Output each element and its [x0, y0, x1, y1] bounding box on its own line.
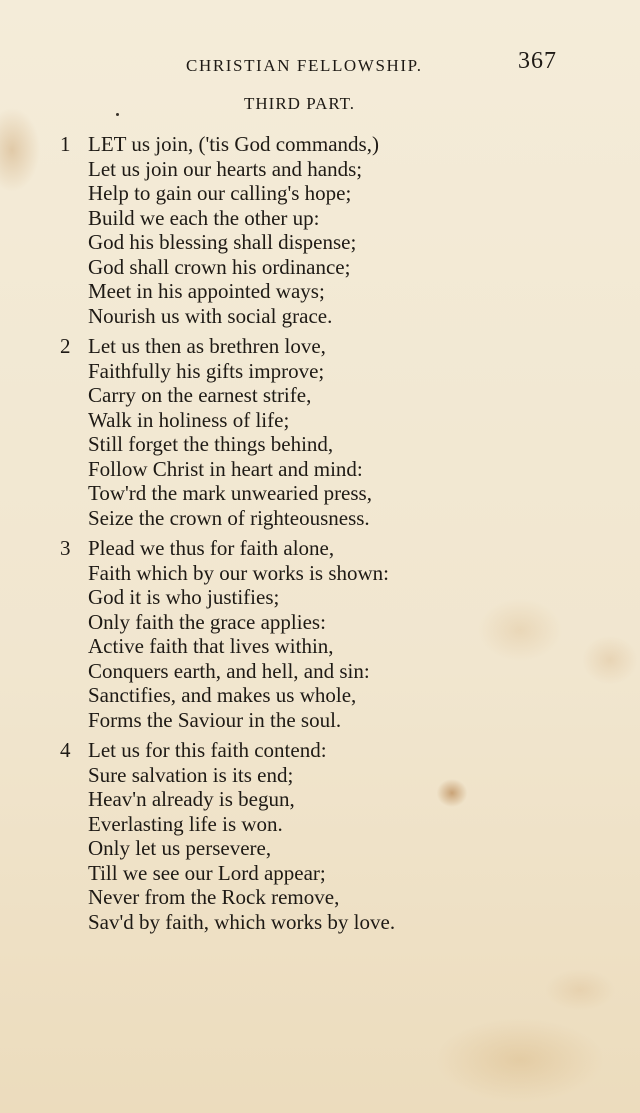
verse-line: Only faith the grace applies: [88, 609, 326, 634]
stanza-number: 3 [60, 536, 71, 560]
verse-line: Follow Christ in heart and mind: [88, 456, 363, 481]
verse-line: Heav'n already is begun, [88, 787, 295, 811]
verse-line: God his blessing shall dispense; [88, 230, 357, 254]
verse-line: Sav'd by faith, which works by love. [88, 909, 396, 934]
verse-line: God it is who justifies; [88, 585, 280, 609]
stanza-number: 2 [60, 334, 71, 358]
verse-line: Never from the Rock remove, [88, 885, 340, 909]
verse-line: Meet in his appointed ways; [88, 279, 325, 303]
ink-speck [116, 113, 119, 116]
verse-line: Faithfully his gifts improve; [88, 358, 325, 383]
running-title: CHRISTIAN FELLOWSHIP. [186, 56, 423, 75]
verse-line: Everlasting life is won. [88, 811, 283, 836]
verse-line: Let us join our hearts and hands; [88, 156, 363, 181]
verse-line: God shall crown his ordinance; [88, 254, 351, 279]
verse-line: Active faith that lives within, [88, 634, 334, 658]
stanza-number: 4 [60, 738, 71, 762]
verse-line: Tow'rd the mark unwearied press, [88, 481, 372, 505]
verse-line: Carry on the earnest strife, [88, 383, 312, 407]
verse-line: Let us for this faith contend: [88, 738, 327, 762]
verse-line: Build we each the other up: [88, 205, 320, 230]
page-header [0, 48, 640, 82]
part-title: THIRD PART. [244, 94, 356, 113]
verse-line: LET us join, ('tis God commands,) [88, 132, 379, 156]
verse-line: Still forget the things behind, [88, 432, 334, 456]
verse-line: Till we see our Lord appear; [88, 860, 326, 885]
verse-line: Let us then as brethren love, [88, 334, 326, 358]
verse-line: Nourish us with social grace. [88, 303, 333, 328]
verse-line: Sure salvation is its end; [88, 762, 294, 787]
verse-line: Plead we thus for faith alone, [88, 536, 335, 560]
verse-line: Forms the Saviour in the soul. [88, 707, 342, 732]
verse-line: Sanctifies, and makes us whole, [88, 683, 357, 707]
stanza-number: 1 [60, 132, 71, 156]
verse-line: Seize the crown of righteousness. [88, 505, 370, 530]
verse-line: Help to gain our calling's hope; [88, 181, 352, 205]
page-number: 367 [518, 48, 557, 74]
verse-line: Conquers earth, and hell, and sin: [88, 658, 370, 683]
verse-line: Only let us persevere, [88, 836, 272, 860]
verse-line: Faith which by our works is shown: [88, 560, 389, 585]
verse-line: Walk in holiness of life; [88, 407, 290, 432]
